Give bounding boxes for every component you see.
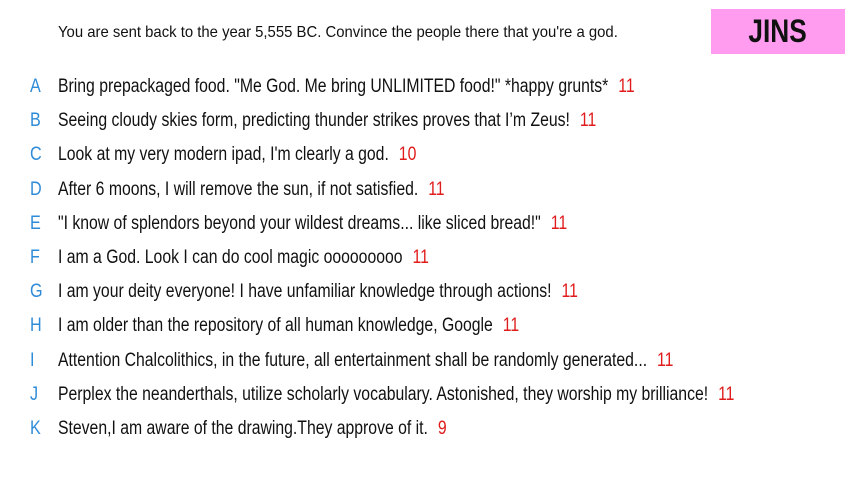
- answer-row-i: [0, 344, 853, 378]
- answer-score: 11: [579, 110, 597, 132]
- answer-row-b: [0, 104, 853, 138]
- answer-row-e: [0, 207, 853, 241]
- answer-row-k: [0, 412, 853, 446]
- answer-letter: D: [30, 178, 42, 200]
- answer-letter: B: [30, 110, 41, 132]
- answer-line: [58, 275, 578, 309]
- answer-text: Steven,I am aware of the drawing.They approve of it.: [58, 417, 428, 439]
- answer-row-a: [0, 70, 853, 104]
- answer-text: I am your deity everyone! I have unfamiliar knowledge through actions!: [58, 281, 552, 303]
- answer-line: [58, 378, 734, 412]
- answer-list: [0, 70, 853, 446]
- answer-row-j: [0, 378, 853, 412]
- answer-score: 11: [412, 247, 429, 269]
- answer-score: 10: [398, 144, 417, 166]
- answer-text: I am a God. Look I can do cool magic ooooooooo: [58, 247, 403, 269]
- answer-text: Attention Chalcolithics, in the future, all entertainment shall be randomly generated...: [58, 349, 648, 371]
- answer-line: [58, 70, 635, 104]
- answer-text: After 6 moons, I will remove the sun, if not satisfied.: [58, 178, 419, 200]
- answer-line: [58, 173, 445, 207]
- answer-text: Perplex the neanderthals, utilize scholarly vocabulary. Astonished, they worship my brilliance!: [58, 383, 709, 405]
- answer-row-h: [0, 309, 853, 343]
- team-badge-label: JINS: [748, 13, 808, 49]
- answer-letter: I: [30, 349, 35, 371]
- answer-score: 11: [502, 315, 520, 337]
- answer-letter: A: [30, 76, 41, 98]
- answer-text: Seeing cloudy skies form, predicting thunder strikes proves that I’m Zeus!: [58, 110, 570, 132]
- answer-letter: K: [30, 417, 41, 439]
- answer-score: 11: [718, 383, 735, 405]
- answer-row-f: [0, 241, 853, 275]
- answer-letter: G: [30, 281, 43, 303]
- answer-text: Look at my very modern ipad, I'm clearly a god.: [58, 144, 389, 166]
- answer-letter: E: [30, 212, 41, 234]
- answer-row-c: [0, 138, 853, 172]
- answer-line: [58, 241, 429, 275]
- answer-score: 11: [428, 178, 445, 200]
- answer-text: Bring prepackaged food. "Me God. Me bring UNLIMITED food!" *happy grunts*: [58, 76, 609, 98]
- answer-line: [58, 309, 519, 343]
- answer-line: [58, 207, 567, 241]
- answer-score: 11: [550, 212, 568, 234]
- answer-letter: F: [30, 247, 40, 269]
- answer-score: 11: [561, 281, 578, 303]
- answer-line: [58, 412, 447, 446]
- answer-line: [58, 138, 416, 172]
- answer-row-g: [0, 275, 853, 309]
- answer-score: 9: [437, 417, 447, 439]
- answer-letter: C: [30, 144, 42, 166]
- answer-text: "I know of splendors beyond your wildest dreams... like sliced bread!": [58, 212, 541, 234]
- answer-text: I am older than the repository of all human knowledge, Google: [58, 315, 493, 337]
- answer-letter: J: [30, 383, 39, 405]
- answer-score: 11: [657, 349, 674, 371]
- answer-line: [58, 344, 673, 378]
- answer-line: [58, 104, 596, 138]
- answer-score: 11: [618, 76, 635, 98]
- prompt-text: You are sent back to the year 5,555 BC. Convince the people there that you're a god.: [58, 24, 618, 41]
- team-badge: [711, 9, 845, 54]
- answer-row-d: [0, 173, 853, 207]
- answer-letter: H: [30, 315, 42, 337]
